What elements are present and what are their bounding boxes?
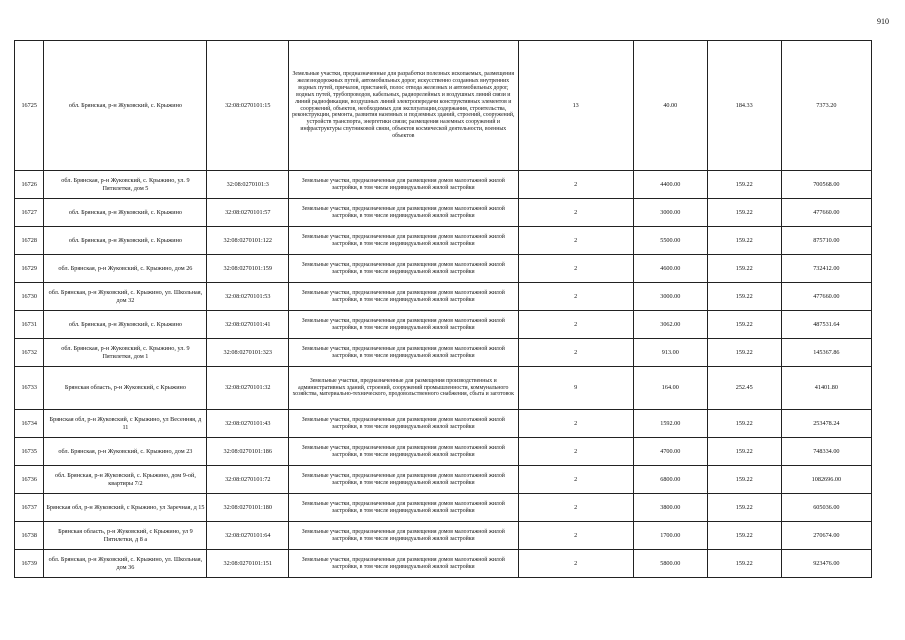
- row-area: 4400.00: [633, 171, 707, 199]
- row-cadastral-value: 145367.86: [781, 339, 871, 367]
- row-cadastral-number: 32:08:0270101:180: [207, 494, 289, 522]
- row-category: 2: [518, 171, 633, 199]
- row-id: 16730: [15, 283, 44, 311]
- table-row: [15, 199, 872, 227]
- row-address: Брянская область, р-н Жуковский, с Крыжино: [44, 367, 207, 410]
- row-address: Брянская область, р-н Жуковский, с Крыжино, ул 9 Пятилетки, д 8 а: [44, 522, 207, 550]
- row-cadastral-value: 732412.00: [781, 255, 871, 283]
- row-category: 2: [518, 311, 633, 339]
- row-address: обл. Брянская, р-н Жуковский, с. Крыжино, дом 26: [44, 255, 207, 283]
- row-id: 16731: [15, 311, 44, 339]
- row-cadastral-number: 32:08:0270101:41: [207, 311, 289, 339]
- row-cadastral-number: 32:08:0270101:323: [207, 339, 289, 367]
- row-cadastral-value: 41401.80: [781, 367, 871, 410]
- row-cadastral-value: 605036.00: [781, 494, 871, 522]
- row-land-use: Земельные участки, предназначенные для размещения домов малоэтажной жилой застройки, в том числе индивидуальной жилой застройки: [289, 199, 518, 227]
- row-specific-value: 159.22: [707, 311, 781, 339]
- table-row: [15, 438, 872, 466]
- row-address: обл. Брянская, р-н Жуковский, с. Крыжино, дом 23: [44, 438, 207, 466]
- table-row: [15, 367, 872, 410]
- row-id: 16739: [15, 550, 44, 578]
- row-category: 2: [518, 550, 633, 578]
- row-specific-value: 252.45: [707, 367, 781, 410]
- row-specific-value: 159.22: [707, 550, 781, 578]
- row-category: 13: [518, 41, 633, 171]
- table-row: [15, 494, 872, 522]
- row-category: 9: [518, 367, 633, 410]
- table-row: [15, 311, 872, 339]
- row-land-use: Земельные участки, предназначенные для размещения домов малоэтажной жилой застройки, в том числе индивидуальной жилой застройки: [289, 550, 518, 578]
- row-specific-value: 159.22: [707, 494, 781, 522]
- row-id: 16732: [15, 339, 44, 367]
- row-category: 2: [518, 466, 633, 494]
- row-id: 16726: [15, 171, 44, 199]
- row-cadastral-number: 32:08:0270101:72: [207, 466, 289, 494]
- row-category: 2: [518, 339, 633, 367]
- row-category: 2: [518, 227, 633, 255]
- row-cadastral-value: 875710.00: [781, 227, 871, 255]
- row-cadastral-value: 270674.00: [781, 522, 871, 550]
- row-address: обл. Брянская, р-н Жуковский, с. Крыжино, дом 9-ой, квартиры 7/2: [44, 466, 207, 494]
- row-address: обл. Брянская, р-н Жуковский, с. Крыжино: [44, 199, 207, 227]
- row-address: обл. Брянская, р-н Жуковский, с. Крыжино, ул. Школьная, дом 32: [44, 283, 207, 311]
- table-row: [15, 339, 872, 367]
- row-cadastral-value: 477660.00: [781, 283, 871, 311]
- row-id: 16737: [15, 494, 44, 522]
- row-land-use: Земельные участки, предназначенные для размещения домов малоэтажной жилой застройки, в том числе индивидуальной жилой застройки: [289, 339, 518, 367]
- row-specific-value: 159.22: [707, 466, 781, 494]
- row-area: 4600.00: [633, 255, 707, 283]
- row-category: 2: [518, 438, 633, 466]
- table-row: [15, 171, 872, 199]
- row-land-use: Земельные участки, предназначенные для размещения домов малоэтажной жилой застройки, в том числе индивидуальной жилой застройки: [289, 410, 518, 438]
- table-row: [15, 283, 872, 311]
- row-area: 5500.00: [633, 227, 707, 255]
- row-address: обл. Брянская, р-н Жуковский, с. Крыжино, ул. 9 Пятилетки, дом 1: [44, 339, 207, 367]
- row-land-use: Земельные участки, предназначенные для размещения домов малоэтажной жилой застройки, в том числе индивидуальной жилой застройки: [289, 494, 518, 522]
- row-specific-value: 159.22: [707, 410, 781, 438]
- row-land-use: Земельные участки, предназначенные для размещения домов малоэтажной жилой застройки, в том числе индивидуальной жилой застройки: [289, 311, 518, 339]
- row-id: 16736: [15, 466, 44, 494]
- row-id: 16735: [15, 438, 44, 466]
- row-area: 913.00: [633, 339, 707, 367]
- row-area: 164.00: [633, 367, 707, 410]
- row-address: обл. Брянская, р-н Жуковский, с. Крыжино, ул. 9 Пятилетки, дом 5: [44, 171, 207, 199]
- row-specific-value: 159.22: [707, 522, 781, 550]
- table-row: [15, 41, 872, 171]
- row-area: 4700.00: [633, 438, 707, 466]
- row-area: 3062.00: [633, 311, 707, 339]
- table-row: [15, 227, 872, 255]
- row-area: 3000.00: [633, 199, 707, 227]
- row-specific-value: 159.22: [707, 255, 781, 283]
- row-address: обл. Брянская, р-н Жуковский, с. Крыжино: [44, 227, 207, 255]
- row-cadastral-number: 32:08:0270101:159: [207, 255, 289, 283]
- row-land-use: Земельные участки, предназначенные для размещения производственных и административных зданий, строений, сооружений промышленности, коммунального хозяйства, материально-технического, продовольственного снабжения, сбыта и заготовок: [289, 367, 518, 410]
- registry-table: [14, 40, 872, 578]
- row-address: Брянская обл, р-н Жуковский, с Крыжино, ул Весенняя, д 11: [44, 410, 207, 438]
- row-cadastral-number: 32:08:0270101:3: [207, 171, 289, 199]
- table-row: [15, 522, 872, 550]
- row-cadastral-number: 32:08:0270101:15: [207, 41, 289, 171]
- row-id: 16725: [15, 41, 44, 171]
- row-id: 16733: [15, 367, 44, 410]
- row-land-use: Земельные участки, предназначенные для размещения домов малоэтажной жилой застройки, в том числе индивидуальной жилой застройки: [289, 255, 518, 283]
- row-category: 2: [518, 283, 633, 311]
- row-address: Брянская обл, р-н Жуковский, с Крыжино, ул Заречная, д 15: [44, 494, 207, 522]
- row-land-use: Земельные участки, предназначенные для размещения домов малоэтажной жилой застройки, в том числе индивидуальной жилой застройки: [289, 522, 518, 550]
- row-specific-value: 159.22: [707, 199, 781, 227]
- row-area: 1592.00: [633, 410, 707, 438]
- row-land-use: Земельные участки, предназначенные для размещения домов малоэтажной жилой застройки, в том числе индивидуальной жилой застройки: [289, 171, 518, 199]
- row-id: 16727: [15, 199, 44, 227]
- row-category: 2: [518, 410, 633, 438]
- row-specific-value: 159.22: [707, 283, 781, 311]
- row-id: 16734: [15, 410, 44, 438]
- row-cadastral-value: 477660.00: [781, 199, 871, 227]
- row-id: 16729: [15, 255, 44, 283]
- table-row: [15, 255, 872, 283]
- table-row: [15, 466, 872, 494]
- row-id: 16738: [15, 522, 44, 550]
- row-cadastral-number: 32:08:0270101:53: [207, 283, 289, 311]
- row-cadastral-value: 923476.00: [781, 550, 871, 578]
- row-area: 3800.00: [633, 494, 707, 522]
- row-specific-value: 184.33: [707, 41, 781, 171]
- row-category: 2: [518, 255, 633, 283]
- row-area: 40.00: [633, 41, 707, 171]
- row-specific-value: 159.22: [707, 438, 781, 466]
- row-specific-value: 159.22: [707, 227, 781, 255]
- row-cadastral-number: 32:08:0270101:64: [207, 522, 289, 550]
- row-land-use: Земельные участки, предназначенные для разработки полезных ископаемых, размещения железнодорожных путей, автомобильных дорог, искусственно созданных внутренних водных путей, причалов, пристаней, полос отвода железных и автомобильных дорог, водных путей, трубопроводов, кабельных, радиорелейных и воздушных линий связи и линий радиофикации, воздушных линий электропередачи конструктивных элементов и сооружений, объектов, необходимых для эксплуатации,содержания, строительства, реконструкции, ремонта, развития наземных и подземных зданий, строений, сооружений, устройств транспорта, энергетики связи; размещения наземных сооружений и инфраструктуры спутниковой связи, объектов космической деятельности, военных объектов: [289, 41, 518, 171]
- row-address: обл. Брянская, р-н Жуковский, с. Крыжино, ул. Школьная, дом 36: [44, 550, 207, 578]
- row-id: 16728: [15, 227, 44, 255]
- row-cadastral-number: 32:08:0270101:57: [207, 199, 289, 227]
- row-address: обл. Брянская, р-н Жуковский, с. Крыжино: [44, 311, 207, 339]
- row-land-use: Земельные участки, предназначенные для размещения домов малоэтажной жилой застройки, в том числе индивидуальной жилой застройки: [289, 227, 518, 255]
- row-area: 1700.00: [633, 522, 707, 550]
- row-cadastral-value: 253478.24: [781, 410, 871, 438]
- row-land-use: Земельные участки, предназначенные для размещения домов малоэтажной жилой застройки, в том числе индивидуальной жилой застройки: [289, 466, 518, 494]
- row-cadastral-value: 7373.20: [781, 41, 871, 171]
- row-cadastral-number: 32:08:0270101:186: [207, 438, 289, 466]
- row-address: обл. Брянская, р-н Жуковский, с. Крыжино: [44, 41, 207, 171]
- registry-rows: [15, 41, 872, 578]
- row-category: 2: [518, 522, 633, 550]
- row-cadastral-number: 32:08:0270101:122: [207, 227, 289, 255]
- row-land-use: Земельные участки, предназначенные для размещения домов малоэтажной жилой застройки, в том числе индивидуальной жилой застройки: [289, 438, 518, 466]
- row-land-use: Земельные участки, предназначенные для размещения домов малоэтажной жилой застройки, в том числе индивидуальной жилой застройки: [289, 283, 518, 311]
- table-row: [15, 410, 872, 438]
- row-cadastral-value: 748334.00: [781, 438, 871, 466]
- row-cadastral-number: 32:08:0270101:43: [207, 410, 289, 438]
- row-cadastral-value: 1082696.00: [781, 466, 871, 494]
- row-specific-value: 159.22: [707, 339, 781, 367]
- table-row: [15, 550, 872, 578]
- row-area: 6800.00: [633, 466, 707, 494]
- row-category: 2: [518, 494, 633, 522]
- row-specific-value: 159.22: [707, 171, 781, 199]
- row-area: 3000.00: [633, 283, 707, 311]
- row-cadastral-value: 700568.00: [781, 171, 871, 199]
- row-cadastral-number: 32:08:0270101:32: [207, 367, 289, 410]
- row-area: 5800.00: [633, 550, 707, 578]
- row-category: 2: [518, 199, 633, 227]
- row-cadastral-number: 32:08:0270101:151: [207, 550, 289, 578]
- page-number: 910: [877, 17, 889, 26]
- row-cadastral-value: 487531.64: [781, 311, 871, 339]
